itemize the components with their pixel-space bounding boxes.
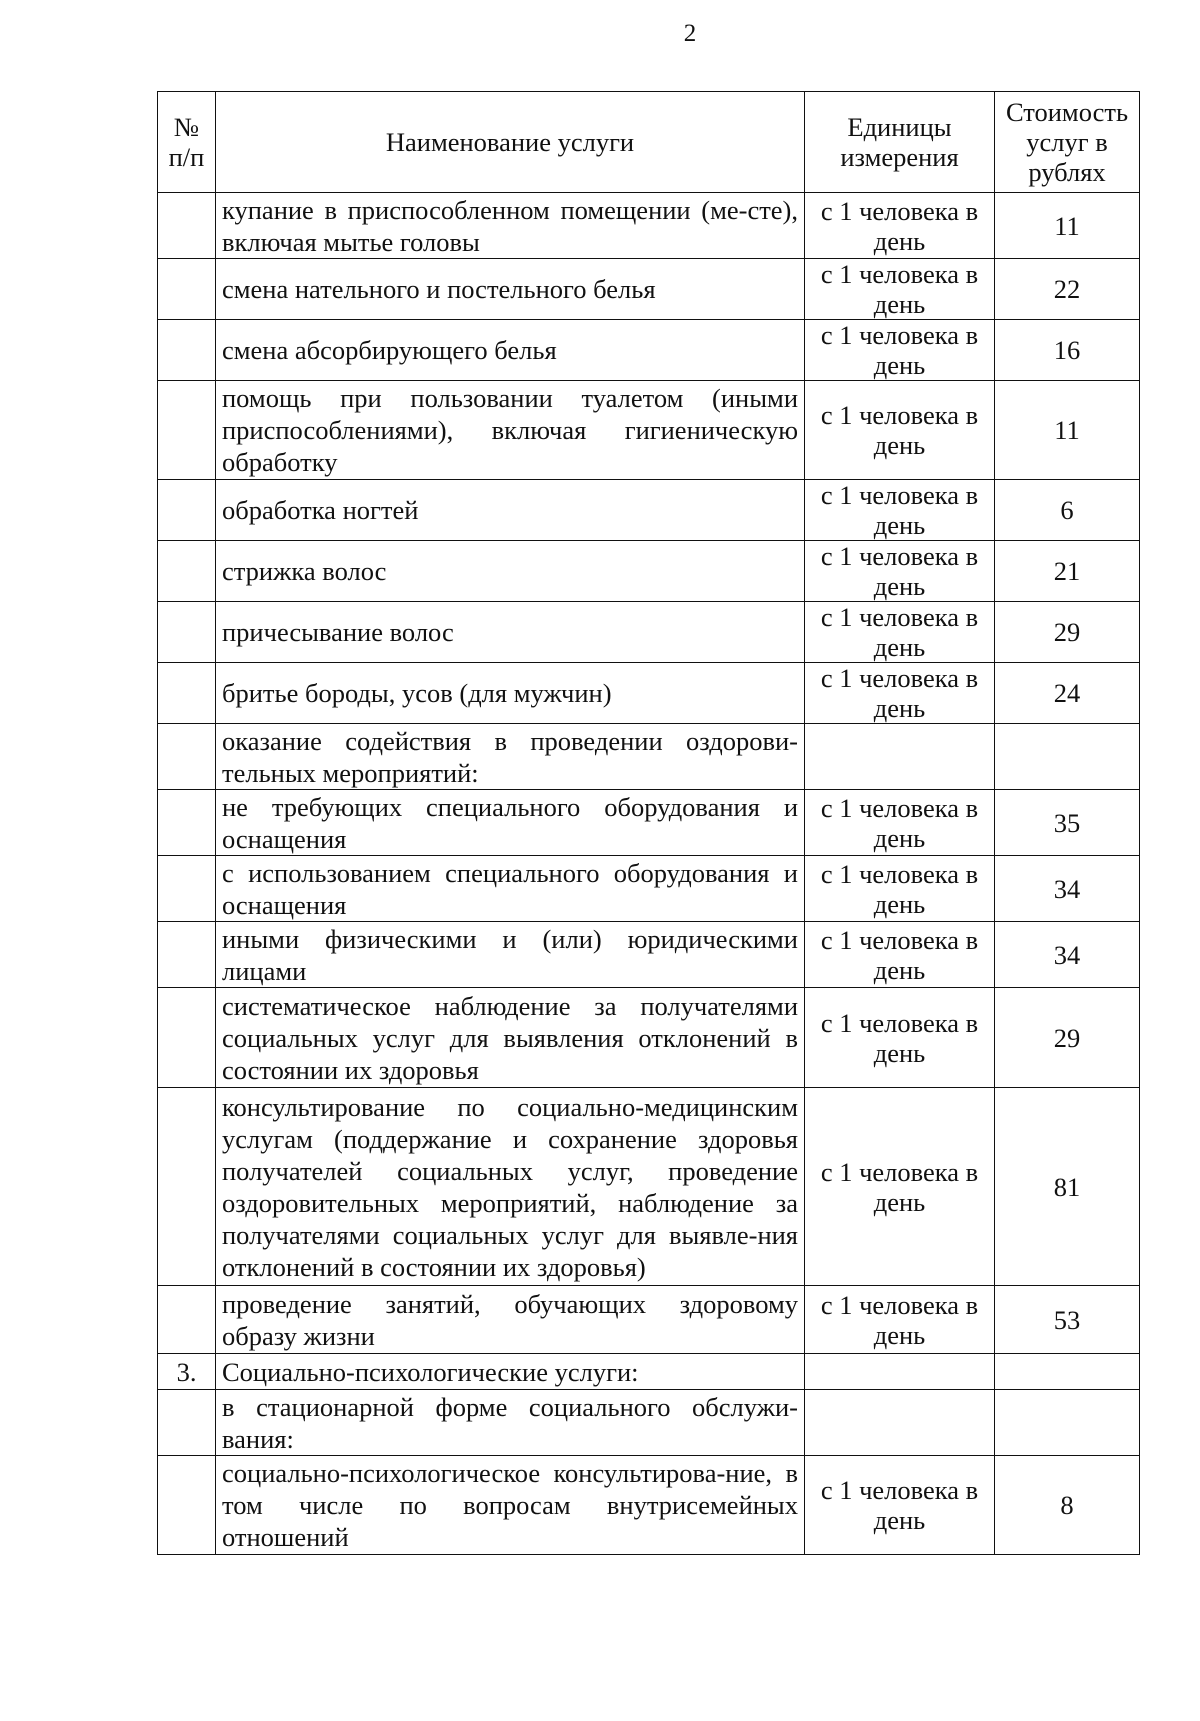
row-unit: с 1 человека в день bbox=[805, 988, 995, 1088]
table-row bbox=[158, 381, 1140, 480]
row-num bbox=[158, 790, 216, 856]
row-price: 11 bbox=[995, 193, 1140, 259]
row-service-name: оказание содействия в проведении оздорови-тельных мероприятий: bbox=[216, 724, 805, 790]
row-price: 11 bbox=[995, 381, 1140, 480]
row-service-name: купание в приспособленном помещении (ме-сте), включая мытье головы bbox=[216, 193, 805, 259]
header-unit: Единицы измерения bbox=[805, 92, 995, 193]
row-service-name: стрижка волос bbox=[216, 541, 805, 602]
row-num bbox=[158, 320, 216, 381]
row-num bbox=[158, 541, 216, 602]
row-price: 22 bbox=[995, 259, 1140, 320]
row-price: 16 bbox=[995, 320, 1140, 381]
row-service-name: обработка ногтей bbox=[216, 480, 805, 541]
row-num bbox=[158, 259, 216, 320]
table-row bbox=[158, 988, 1140, 1088]
table-row bbox=[158, 922, 1140, 988]
row-price: 53 bbox=[995, 1286, 1140, 1354]
row-num bbox=[158, 1456, 216, 1555]
row-service-name: Социально-психологические услуги: bbox=[216, 1354, 805, 1390]
table-row bbox=[158, 856, 1140, 922]
row-price: 21 bbox=[995, 541, 1140, 602]
services-price-table bbox=[157, 91, 1140, 1555]
table-row bbox=[158, 1390, 1140, 1456]
row-unit: с 1 человека в день bbox=[805, 193, 995, 259]
header-price: Стоимость услуг в рублях bbox=[995, 92, 1140, 193]
row-unit: с 1 человека в день bbox=[805, 480, 995, 541]
row-price: 81 bbox=[995, 1088, 1140, 1286]
row-price: 34 bbox=[995, 856, 1140, 922]
row-price bbox=[995, 724, 1140, 790]
row-price: 8 bbox=[995, 1456, 1140, 1555]
row-service-name: в стационарной форме социального обслужи-вания: bbox=[216, 1390, 805, 1456]
row-price bbox=[995, 1390, 1140, 1456]
row-unit: с 1 человека в день bbox=[805, 541, 995, 602]
row-num bbox=[158, 1088, 216, 1286]
row-num bbox=[158, 988, 216, 1088]
row-service-name: смена нательного и постельного белья bbox=[216, 259, 805, 320]
row-unit: с 1 человека в день bbox=[805, 259, 995, 320]
row-service-name: не требующих специального оборудования и оснащения bbox=[216, 790, 805, 856]
row-num bbox=[158, 856, 216, 922]
row-service-name: бритье бороды, усов (для мужчин) bbox=[216, 663, 805, 724]
table-row bbox=[158, 724, 1140, 790]
row-num bbox=[158, 922, 216, 988]
row-price: 24 bbox=[995, 663, 1140, 724]
row-unit: с 1 человека в день bbox=[805, 856, 995, 922]
row-num bbox=[158, 1286, 216, 1354]
table-row bbox=[158, 663, 1140, 724]
row-num bbox=[158, 724, 216, 790]
row-num bbox=[158, 480, 216, 541]
header-name: Наименование услуги bbox=[216, 92, 805, 193]
table-header-row bbox=[158, 92, 1140, 193]
row-num bbox=[158, 1390, 216, 1456]
row-price: 29 bbox=[995, 602, 1140, 663]
table-row bbox=[158, 541, 1140, 602]
table-row bbox=[158, 790, 1140, 856]
table-row bbox=[158, 1354, 1140, 1390]
row-num bbox=[158, 663, 216, 724]
row-unit bbox=[805, 724, 995, 790]
row-service-name: иными физическими и (или) юридическими лицами bbox=[216, 922, 805, 988]
row-unit: с 1 человека в день bbox=[805, 1456, 995, 1555]
row-unit bbox=[805, 1390, 995, 1456]
row-service-name: с использованием специального оборудования и оснащения bbox=[216, 856, 805, 922]
table-row bbox=[158, 480, 1140, 541]
row-service-name: причесывание волос bbox=[216, 602, 805, 663]
header-num: № п/п bbox=[158, 92, 216, 193]
row-service-name: консультирование по социально-медицинским услугам (поддержание и сохранение здоровья получателей социальных услуг, проведение оздоровительных мероприятий, наблюдение за получателями социальных услуг для выявле-ния отклонений в состоянии их здоровья) bbox=[216, 1088, 805, 1286]
table-row bbox=[158, 259, 1140, 320]
row-unit: с 1 человека в день bbox=[805, 381, 995, 480]
row-num bbox=[158, 602, 216, 663]
row-unit: с 1 человека в день bbox=[805, 663, 995, 724]
table-row bbox=[158, 1456, 1140, 1555]
table-row bbox=[158, 193, 1140, 259]
row-num bbox=[158, 381, 216, 480]
row-unit: с 1 человека в день bbox=[805, 790, 995, 856]
row-price: 34 bbox=[995, 922, 1140, 988]
table-row bbox=[158, 320, 1140, 381]
row-service-name: помощь при пользовании туалетом (иными приспособлениями), включая гигиеническую обработку bbox=[216, 381, 805, 480]
row-unit: с 1 человека в день bbox=[805, 1088, 995, 1286]
table-row bbox=[158, 1286, 1140, 1354]
row-price: 6 bbox=[995, 480, 1140, 541]
row-service-name: смена абсорбирующего белья bbox=[216, 320, 805, 381]
page-number: 2 bbox=[683, 20, 697, 47]
row-unit: с 1 человека в день bbox=[805, 922, 995, 988]
row-num bbox=[158, 193, 216, 259]
row-service-name: проведение занятий, обучающих здоровому образу жизни bbox=[216, 1286, 805, 1354]
row-unit: с 1 человека в день bbox=[805, 320, 995, 381]
row-num: 3. bbox=[158, 1354, 216, 1390]
row-service-name: систематическое наблюдение за получателями социальных услуг для выявления отклонений в состоянии их здоровья bbox=[216, 988, 805, 1088]
row-unit bbox=[805, 1354, 995, 1390]
table-row bbox=[158, 1088, 1140, 1286]
table-row bbox=[158, 602, 1140, 663]
row-price: 35 bbox=[995, 790, 1140, 856]
row-service-name: социально-психологическое консультирова-ние, в том числе по вопросам внутрисемейных отношений bbox=[216, 1456, 805, 1555]
row-unit: с 1 человека в день bbox=[805, 1286, 995, 1354]
row-unit: с 1 человека в день bbox=[805, 602, 995, 663]
row-price bbox=[995, 1354, 1140, 1390]
row-price: 29 bbox=[995, 988, 1140, 1088]
